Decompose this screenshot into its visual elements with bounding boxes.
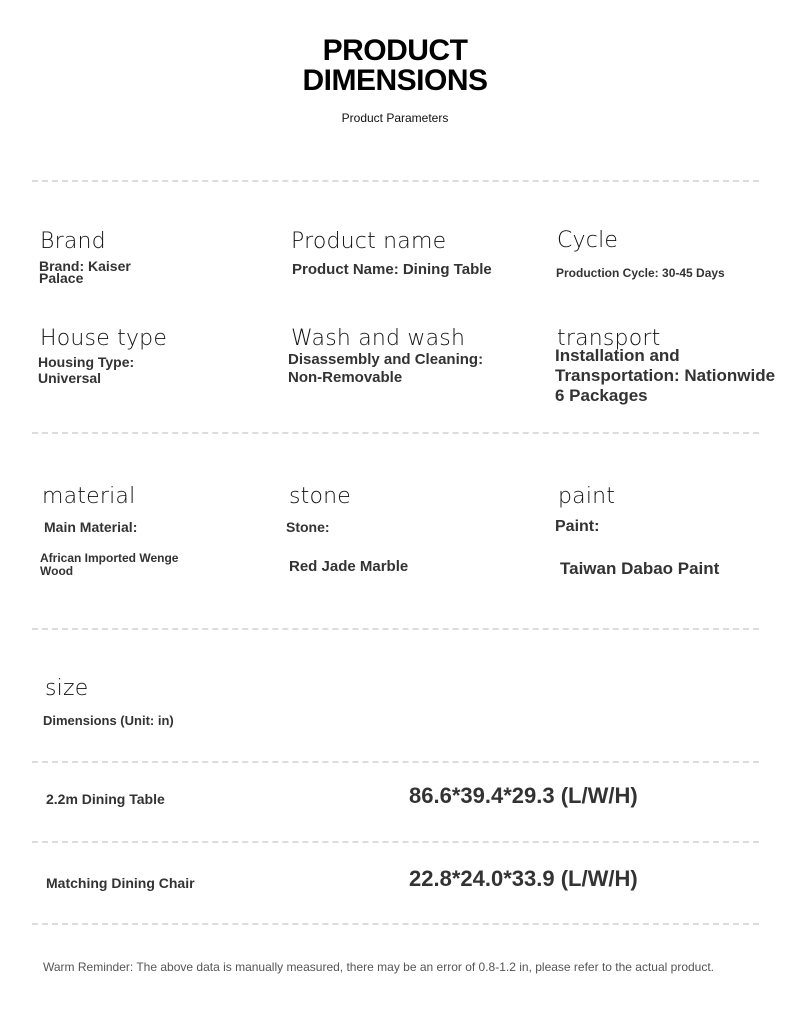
divider <box>32 432 759 434</box>
stone-label: stone <box>289 484 352 509</box>
material-label: material <box>42 484 136 509</box>
house-type-value: Housing Type: Universal <box>38 354 135 386</box>
house-type-label: House type <box>40 326 168 351</box>
size-heading: Dimensions (Unit: in) <box>43 713 174 728</box>
dimension-row-name: Matching Dining Chair <box>46 875 195 891</box>
transport-label: transport <box>557 326 661 351</box>
product-name-value: Product Name: Dining Table <box>292 261 492 278</box>
warm-reminder-note: Warm Reminder: The above data is manually measured, there may be an error of 0.8-1.2 in, please refer to the actual product. <box>43 960 715 974</box>
divider <box>32 761 759 763</box>
stone-value: Red Jade Marble <box>289 558 409 575</box>
product-name-label: Product name <box>291 229 447 254</box>
dimension-row-name: 2.2m Dining Table <box>46 791 165 807</box>
page-title-line1: PRODUCT <box>322 34 468 67</box>
material-value: African Imported Wenge Wood <box>40 551 179 578</box>
paint-heading: Paint: <box>555 518 600 535</box>
wash-label: Wash and wash <box>291 326 466 351</box>
page-subtitle: Product Parameters <box>341 111 449 125</box>
divider <box>32 628 759 630</box>
brand-value: Brand: Kaiser Palace <box>39 258 131 286</box>
paint-label: paint <box>558 484 616 509</box>
page-title-line2: DIMENSIONS <box>302 64 488 97</box>
transport-value: Installation and Transportation: Nationwide 6 Packages <box>555 346 776 405</box>
cycle-label: Cycle <box>557 228 619 253</box>
stone-heading: Stone: <box>286 519 330 535</box>
divider <box>32 180 759 182</box>
size-label: size <box>45 676 89 701</box>
divider <box>32 923 759 925</box>
divider <box>32 841 759 843</box>
material-heading: Main Material: <box>44 519 138 535</box>
paint-value: Taiwan Dabao Paint <box>560 559 720 578</box>
wash-value: Disassembly and Cleaning: Non-Removable <box>288 351 484 386</box>
cycle-value: Production Cycle: 30-45 Days <box>556 266 725 280</box>
brand-label: Brand <box>40 229 106 254</box>
dimension-row-value: 22.8*24.0*33.9 (L/W/H) <box>409 866 638 891</box>
dimension-row-value: 86.6*39.4*29.3 (L/W/H) <box>409 783 638 808</box>
